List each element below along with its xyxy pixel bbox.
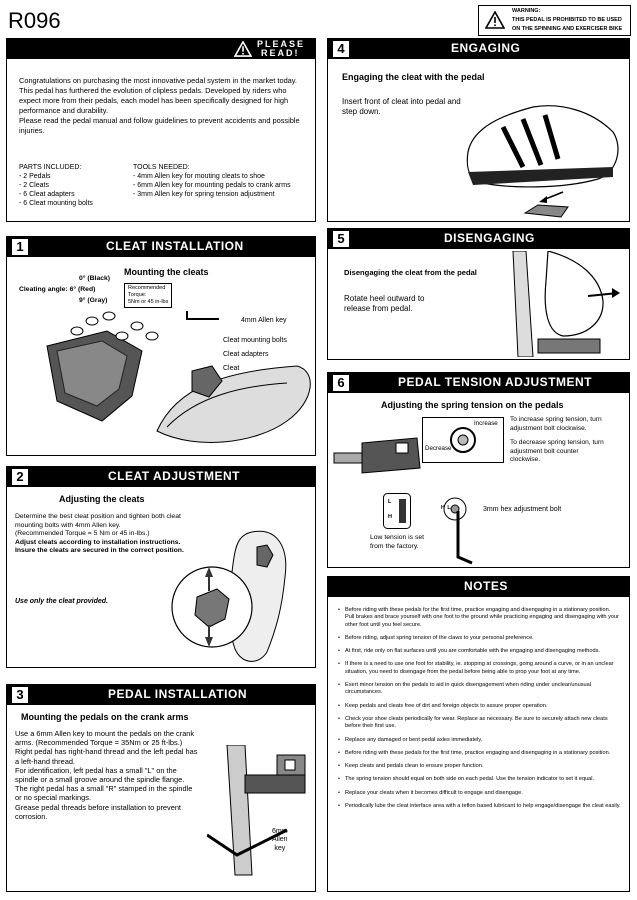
section-number: 1	[11, 238, 29, 256]
instructions	[342, 97, 461, 117]
section-title: PEDAL TENSION ADJUSTMENT	[398, 375, 593, 389]
disengaging-illustration	[508, 251, 628, 357]
low-tension-note	[370, 534, 424, 551]
text-line: Use a 6mm Allen key to mount the pedals on the crank	[15, 729, 195, 738]
key-line: 6mm	[272, 828, 288, 835]
text-line: release from pedal.	[344, 304, 413, 313]
text-line: The right pedal has a small "R" stamped in the spindle	[15, 784, 193, 794]
warning-text-2: ON THE SPINNING AND EXERCISER BIKE	[512, 26, 623, 32]
pedal-illustration	[332, 433, 422, 483]
subtitle: Adjusting the cleats	[59, 494, 145, 504]
parts-list	[19, 163, 93, 208]
indicator-h: H	[388, 514, 392, 520]
section-engaging	[327, 38, 630, 222]
intro-paragraph	[19, 76, 309, 136]
warning-icon	[485, 11, 505, 29]
section-title: ENGAGING	[451, 41, 521, 55]
section-number: 2	[11, 468, 29, 486]
text-line: Insert front of cleat into pedal and	[342, 97, 461, 106]
banner-line-2: READ!	[261, 48, 300, 58]
list-item: • Exert minor tension on the pedals to aid in quick disengagement when riding under unclear/unusual circumstances.	[338, 682, 621, 697]
text-line: adjustment bolt counter	[510, 447, 579, 455]
list-item: • Before riding with these pedals for the first time, practice engaging and disengaging in a stationary position.	[338, 750, 621, 757]
tools-title: TOOLS NEEDED:	[133, 164, 190, 171]
section-title: DISENGAGING	[444, 231, 535, 245]
list-item: • At first, ride only on flat surfaces until you are comfortable with the engaging and disengaging methods.	[338, 648, 621, 655]
list-item: - 6 Cleat mounting bolts	[19, 200, 93, 207]
section-number: 6	[332, 374, 350, 392]
warning-icon	[234, 41, 252, 57]
intro-text-2: Please read the pedal manual and follow guidelines to prevent accidents and possible injuries.	[19, 116, 300, 135]
section-notes	[327, 576, 630, 892]
shoe-sole-illustration	[167, 527, 315, 665]
section-number: 4	[332, 40, 350, 58]
text-line: mounting bolts with 4mm Allen key.	[15, 521, 121, 529]
section-title: CLEAT ADJUSTMENT	[108, 469, 240, 483]
subtitle: Mounting the pedals on the crank arms	[21, 712, 189, 722]
text-line: Grease pedal threads before installation to prevent	[15, 802, 181, 812]
cleat-note: Use only the cleat provided.	[15, 598, 108, 605]
list-item: • Replace your cleats when it becomes difficult to engage and disengage.	[338, 790, 621, 797]
tools-list	[133, 163, 291, 199]
section-title: CLEAT INSTALLATION	[106, 239, 244, 253]
text-line: Right pedal has right-hand thread and the left pedal has	[15, 747, 198, 757]
angle-red: Cleating angle: 6° (Red)	[19, 286, 96, 293]
indicator-l: L	[388, 499, 392, 505]
please-read-label	[257, 40, 305, 58]
key-line: key	[274, 844, 286, 852]
text-line: clockwise.	[510, 456, 541, 464]
parts-title: PARTS INCLUDED:	[19, 164, 82, 171]
text-line: Rotate heel outward to	[344, 294, 425, 303]
warning-text-1: THIS PEDAL IS PROHIBITED TO BE USED	[512, 17, 622, 23]
warning-box	[478, 5, 631, 36]
intro-text: Congratulations on purchasing the most innovative pedal system in the market today. This pedal has furthered the evolution of clipless pedals. Developed by riders who expect more from their pedals, each model has been specifically designed for high performance and durability.	[19, 76, 297, 115]
key-line: Allen	[272, 836, 288, 844]
intro-panel	[6, 38, 316, 222]
angle-black: 0° (Black)	[79, 275, 111, 282]
document-code: R096	[8, 8, 61, 33]
list-item: • If there is a need to use one foot for stability, ie. stopping at crossings, going around a curve, or in an unclear situation, you need to disengage from the pedal before being able to prop your foot at any time.	[338, 661, 621, 676]
subtitle: Disengaging the cleat from the pedal	[344, 268, 477, 277]
cleat-label: Cleat	[223, 365, 240, 372]
list-item: • Replace any damaged or bent pedal axles immediately.	[338, 737, 621, 744]
torque-box	[124, 283, 172, 308]
list-item: • The spring tension should equal on both side on each pedal. Use the tension indicator to set it equal.	[338, 776, 621, 783]
list-item: - 2 Pedals	[19, 173, 51, 180]
list-item: • Keep pedals and cleats free of dirt and foreign objects to assure proper operation.	[338, 703, 621, 710]
text-line: Determine the best cleat position and tighten both cleat	[15, 513, 181, 520]
torque-line: 5Nm or 45 in-lbs	[128, 299, 169, 305]
list-item: • Before riding with these pedals for the first time, practice engaging and disengaging in a stationary position. Pull brakes and brace yourself with one foot to the ground while practicing engaging and disengaging with your other foot until you feel secure.	[338, 607, 621, 629]
list-item: - 2 Cleats	[19, 182, 49, 189]
torque-line: Recommended	[128, 285, 166, 291]
notes-list	[338, 607, 621, 816]
pedal-crank-illustration	[207, 745, 312, 885]
angle-gray: 9° (Gray)	[79, 297, 108, 304]
text-line: (Recommended Torque = 5 Nm or 45 in-lbs.)	[15, 530, 150, 538]
text-line: For identification, left pedal has a small "L" on the	[15, 765, 177, 775]
section-number: 3	[11, 686, 29, 704]
torque-line: Torque:	[128, 292, 147, 298]
subtitle: Engaging the cleat with the pedal	[342, 72, 485, 82]
list-item: - 6mm Allen key for mounting pedals to crank arms	[133, 182, 291, 189]
section-title: NOTES	[464, 579, 508, 593]
text-line: or no special markings.	[15, 793, 91, 803]
list-item: • Check your shoe cleats periodically for wear. Replace as necessary. Be sure to securely attach new cleats before their first use.	[338, 716, 621, 731]
text-line: Insure the cleats are secured in the correct position.	[15, 547, 184, 555]
text-line: To increase spring tension, turn	[510, 416, 602, 423]
cleat-installation-illustration	[27, 311, 317, 451]
section-pedal-tension	[327, 372, 630, 568]
tension-instructions	[510, 416, 604, 465]
text-line: To decrease spring tension, turn	[510, 439, 604, 447]
list-item: - 4mm Allen key for mouting cleats to shoe	[133, 173, 265, 180]
section-title: PEDAL INSTALLATION	[108, 687, 247, 701]
decrease-label: Decrease	[425, 445, 452, 452]
section-disengaging	[327, 228, 630, 360]
engaging-shoe-illustration	[463, 97, 628, 219]
text-line: corrosion.	[15, 811, 48, 821]
text-line: a left-hand thread.	[15, 756, 75, 766]
section-pedal-installation	[6, 684, 316, 892]
warning-label: WARNING:	[512, 8, 541, 14]
subtitle: Mounting the cleats	[124, 267, 209, 277]
hex-hl-marks: H L	[441, 505, 451, 511]
text-line: from the factory.	[370, 542, 419, 550]
list-item: • Keep cleats and pedals clean to ensure proper function.	[338, 763, 621, 770]
instructions	[344, 294, 425, 314]
increase-label: Increase	[474, 420, 498, 427]
text-line: step down.	[342, 107, 381, 116]
list-item: - 6 Cleat adapters	[19, 191, 75, 198]
text-line: Adjust cleats according to installation instructions.	[15, 538, 181, 546]
text-line: spindle or a small groove around the spindle flange.	[15, 775, 185, 785]
text-line: adjustment bolt clockwise.	[510, 424, 587, 432]
hex-label: 3mm hex adjustment bolt	[483, 506, 562, 513]
section-cleat-adjustment	[6, 466, 316, 668]
subtitle: Adjusting the spring tension on the pedals	[381, 400, 564, 410]
allen-key-label: 4mm Allen key	[241, 317, 287, 324]
text-line: arms. (Recommended Torque = 35Nm or 25 ft-lbs.)	[15, 738, 183, 748]
section-number: 5	[332, 230, 350, 248]
text-line: Low tension is set	[370, 534, 425, 541]
section-cleat-installation	[6, 236, 316, 456]
intro-banner	[7, 39, 315, 59]
list-item: • Before riding, adjust spring tension of the claws to your personal preference.	[338, 635, 621, 642]
list-item: • Periodically lube the cleat interface area with a teflon based lubricant to help engage/disengage the cleat easily.	[338, 803, 621, 810]
bolts-label: Cleat mounting bolts	[223, 337, 287, 344]
list-item: - 3mm Allen key for spring tension adjustment	[133, 191, 275, 198]
adapters-label: Cleat adapters	[223, 351, 269, 358]
banner-line-1: PLEASE	[257, 39, 306, 49]
